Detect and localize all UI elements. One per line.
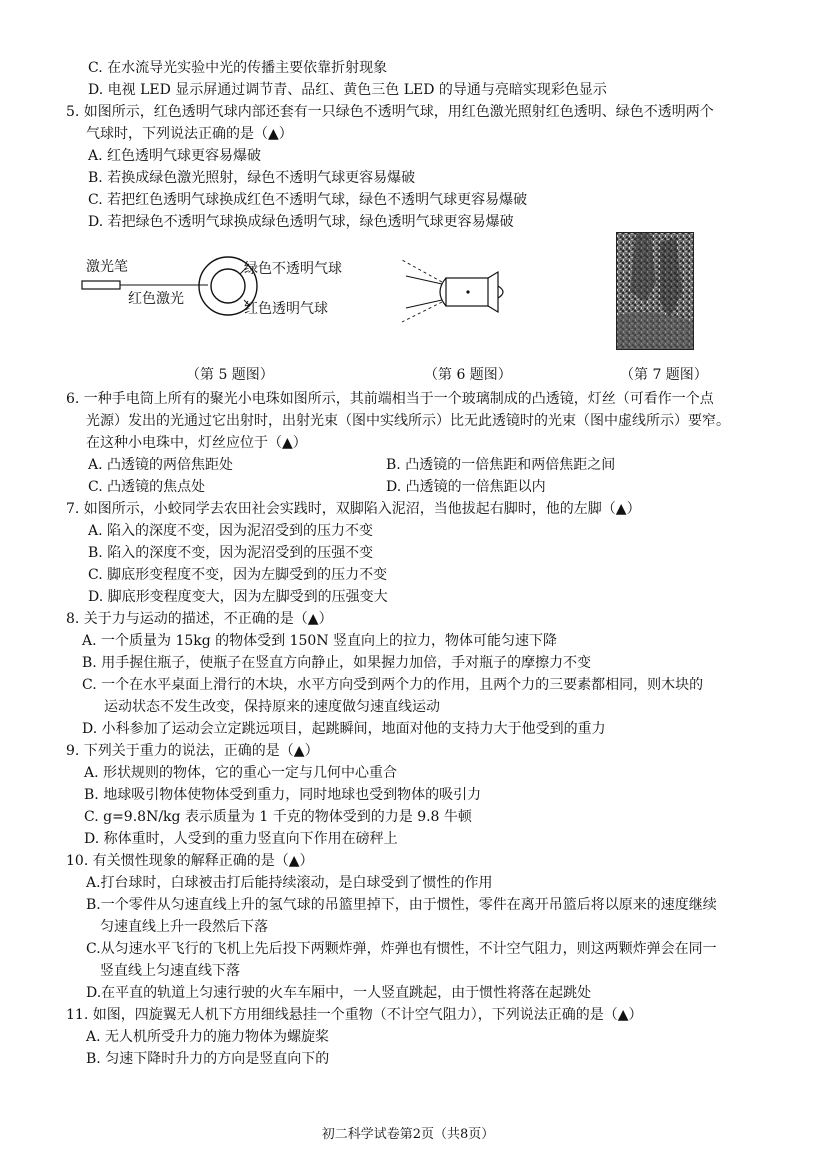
figure-6-caption: （第 6 题图） (424, 367, 512, 383)
q6-stem-cont2: 在这种小电珠中，灯丝应位于（▲） (86, 435, 307, 451)
q7-option-b: B. 陷入的深度不变，因为泥沼受到的压强不变 (88, 545, 374, 561)
red-balloon-label: 红色透明气球 (244, 301, 328, 317)
q11-option-a: A. 无人机所受升力的施力物体为螺旋桨 (86, 1029, 330, 1045)
q10-option-c-cont: 竖直线上匀速直线下落 (100, 963, 240, 979)
q8-option-d: D. 小科参加了运动会立定跳远项目，起跳瞬间，地面对他的支持力大于他受到的重力 (82, 721, 606, 737)
q6-option-a: A. 凸透镜的两倍焦距处 (88, 457, 234, 473)
page-footer: 初二科学试卷第2页（共8页） (321, 1127, 495, 1142)
green-balloon-label: 绿色不透明气球 (244, 261, 342, 277)
q6-option-c: C. 凸透镜的焦点处 (88, 479, 206, 495)
q10-option-b: B.一个零件从匀速直线上升的氢气球的吊篮里掉下，由于惯性，零件在离开吊篮后将以原来的速度继续 (86, 897, 717, 913)
figure-6-bulb (396, 256, 526, 326)
q11-option-b: B. 匀速下降时升力的方向是竖直向下的 (86, 1051, 330, 1067)
q9-option-a: A. 形状规则的物体，它的重心一定与几何中心重合 (84, 765, 398, 781)
q10-stem: 10. 有关惯性现象的解释正确的是（▲） (66, 853, 314, 869)
q11-stem: 11. 如图，四旋翼无人机下方用细线悬挂一个重物（不计空气阻力），下列说法正确的是（▲） (66, 1007, 643, 1023)
q10-option-d: D.在平直的轨道上匀速行驶的火车车厢中，一人竖直跳起，由于惯性将落在起跳处 (86, 985, 592, 1001)
q10-option-c: C.从匀速水平飞行的飞机上先后投下两颗炸弹，炸弹也有惯性，不计空气阻力，则这两颗炸弹会在同一 (86, 941, 717, 957)
q5-stem: 5. 如图所示，红色透明气球内部还套有一只绿色不透明气球，用红色激光照射红色透明、绿色不透明两个 (66, 104, 714, 120)
q9-option-d: D. 称体重时，人受到的重力竖直向下作用在磅秤上 (84, 831, 398, 847)
q6-stem-cont: 光源）发出的光通过它出射时，出射光束（图中实线所示）比无此透镜时的光束（图中虚线所示）要窄。 (86, 413, 730, 429)
bulb-diagram (396, 256, 526, 326)
q8-stem: 8. 关于力与运动的描述，不正确的是（▲） (66, 611, 333, 627)
q10-option-a: A.打台球时，白球被击打后能持续滚动，是白球受到了惯性的作用 (86, 875, 493, 891)
figure-5-balloons (80, 250, 380, 350)
laser-pen-label: 激光笔 (86, 259, 128, 275)
q7-stem: 7. 如图所示，小蛟同学去农田社会实践时，双脚陷入泥沼，当他拔起右脚时，他的左脚（▲） (66, 501, 641, 517)
q4-option-c: C. 在水流导光实验中光的传播主要依靠折射现象 (88, 60, 388, 76)
q7-option-d: D. 脚底形变程度变大，因为左脚受到的压强变大 (88, 589, 388, 605)
q5-option-d: D. 若把绿色不透明气球换成绿色透明气球，绿色透明气球更容易爆破 (88, 214, 514, 230)
q9-option-b: B. 地球吸引物体使物体受到重力，同时地球也受到物体的吸引力 (84, 787, 482, 803)
q5-option-b: B. 若换成绿色激光照射，绿色不透明气球更容易爆破 (88, 170, 416, 186)
q9-stem: 9. 下列关于重力的说法，正确的是（▲） (66, 743, 319, 759)
q8-option-b: B. 用手握住瓶子，使瓶子在竖直方向静止，如果握力加倍，手对瓶子的摩擦力不变 (82, 655, 592, 671)
q6-stem: 6. 一种手电筒上所有的聚光小电珠如图所示，其前端相当于一个玻璃制成的凸透镜，灯丝（可看作一个点 (66, 391, 714, 407)
figure-7-caption: （第 7 题图） (620, 367, 708, 383)
q8-option-a: A. 一个质量为 15kg 的物体受到 150N 竖直向上的拉力，物体可能匀速下降 (82, 633, 558, 649)
q7-option-a: A. 陷入的深度不变，因为泥沼受到的压力不变 (88, 523, 374, 539)
q5-stem-cont: 气球时，下列说法正确的是（▲） (86, 126, 293, 142)
q7-option-c: C. 脚底形变程度不变，因为左脚受到的压力不变 (88, 567, 388, 583)
q8-option-c: C. 一个在水平桌面上滑行的木块，水平方向受到两个力的作用，且两个力的三要素都相同，则木块的 (82, 677, 704, 693)
q4-option-d: D. 电视 LED 显示屏通过调节青、品红、黄色三色 LED 的导通与亮暗实现彩色显示 (88, 82, 607, 98)
q6-option-b: B. 凸透镜的一倍焦距和两倍焦距之间 (386, 457, 616, 473)
q5-option-a: A. 红色透明气球更容易爆破 (88, 148, 262, 164)
q6-option-d: D. 凸透镜的一倍焦距以内 (386, 479, 546, 495)
q8-option-c-cont: 运动状态不发生改变，保持原来的速度做匀速直线运动 (104, 699, 440, 715)
figure-5-caption: （第 5 题图） (186, 367, 274, 383)
q10-option-b-cont: 匀速直线上升一段然后下落 (100, 919, 268, 935)
red-laser-label: 红色激光 (128, 291, 184, 307)
q5-option-c: C. 若把红色透明气球换成红色不透明气球，绿色不透明气球更容易爆破 (88, 192, 528, 208)
figure-7-mud-photo (616, 232, 694, 350)
q9-option-c: C. g=9.8N/kg 表示质量为 1 千克的物体受到的力是 9.8 牛顿 (84, 809, 472, 825)
mud-photo-image (616, 232, 694, 350)
